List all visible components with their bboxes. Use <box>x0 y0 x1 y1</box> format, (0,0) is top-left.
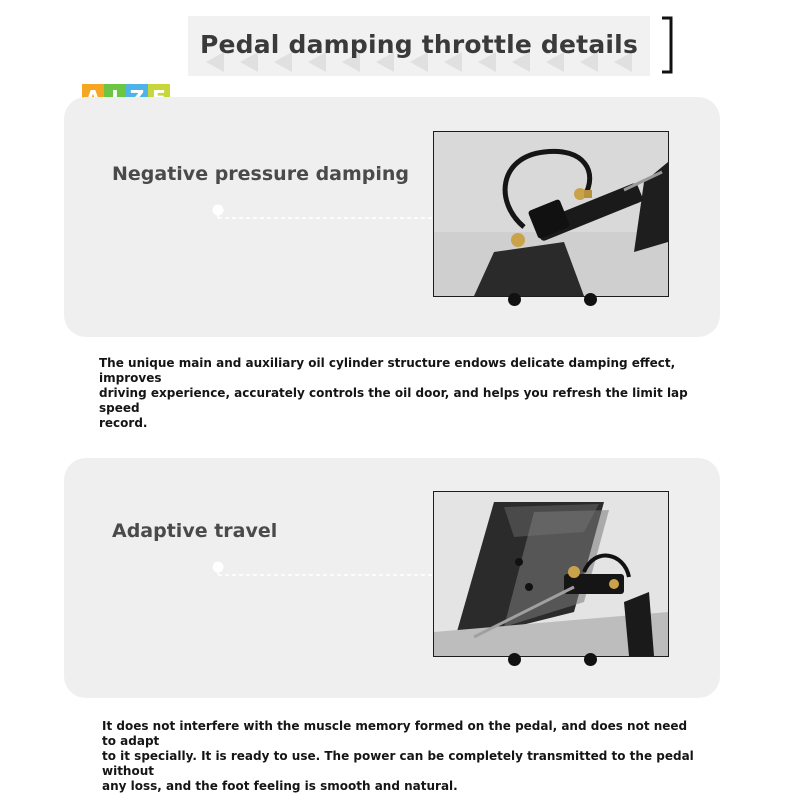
description-line: The unique main and auxiliary oil cylinder structure endows delicate damping effect, improves <box>99 356 676 385</box>
product-photo-damper <box>433 131 669 297</box>
feature-description <box>102 719 702 794</box>
indicator-dot <box>508 653 521 666</box>
bracket-decoration <box>660 16 674 74</box>
indicator-dot <box>508 293 521 306</box>
indicator-dot <box>584 293 597 306</box>
page-title: Pedal damping throttle details <box>199 30 639 59</box>
callout-connector <box>210 558 440 578</box>
feature-panel-adaptive-travel <box>64 458 720 698</box>
description-line: to it specially. It is ready to use. The power can be completely transmitted to the pedal without <box>102 749 694 778</box>
feature-title: Adaptive travel <box>112 520 278 542</box>
feature-panel-negative-pressure <box>64 97 720 337</box>
header-banner <box>188 16 650 76</box>
description-line: record. <box>99 416 148 430</box>
feature-title: Negative pressure damping <box>112 163 410 185</box>
description-line: driving experience, accurately controls the oil door, and helps you refresh the limit lap speed <box>99 386 688 415</box>
feature-description <box>99 356 699 431</box>
product-photo-pedal <box>433 491 669 657</box>
description-line: any loss, and the foot feeling is smooth and natural. <box>102 779 458 793</box>
callout-connector <box>210 201 440 221</box>
description-line: It does not interfere with the muscle memory formed on the pedal, and does not need to adapt <box>102 719 688 748</box>
indicator-dot <box>584 653 597 666</box>
